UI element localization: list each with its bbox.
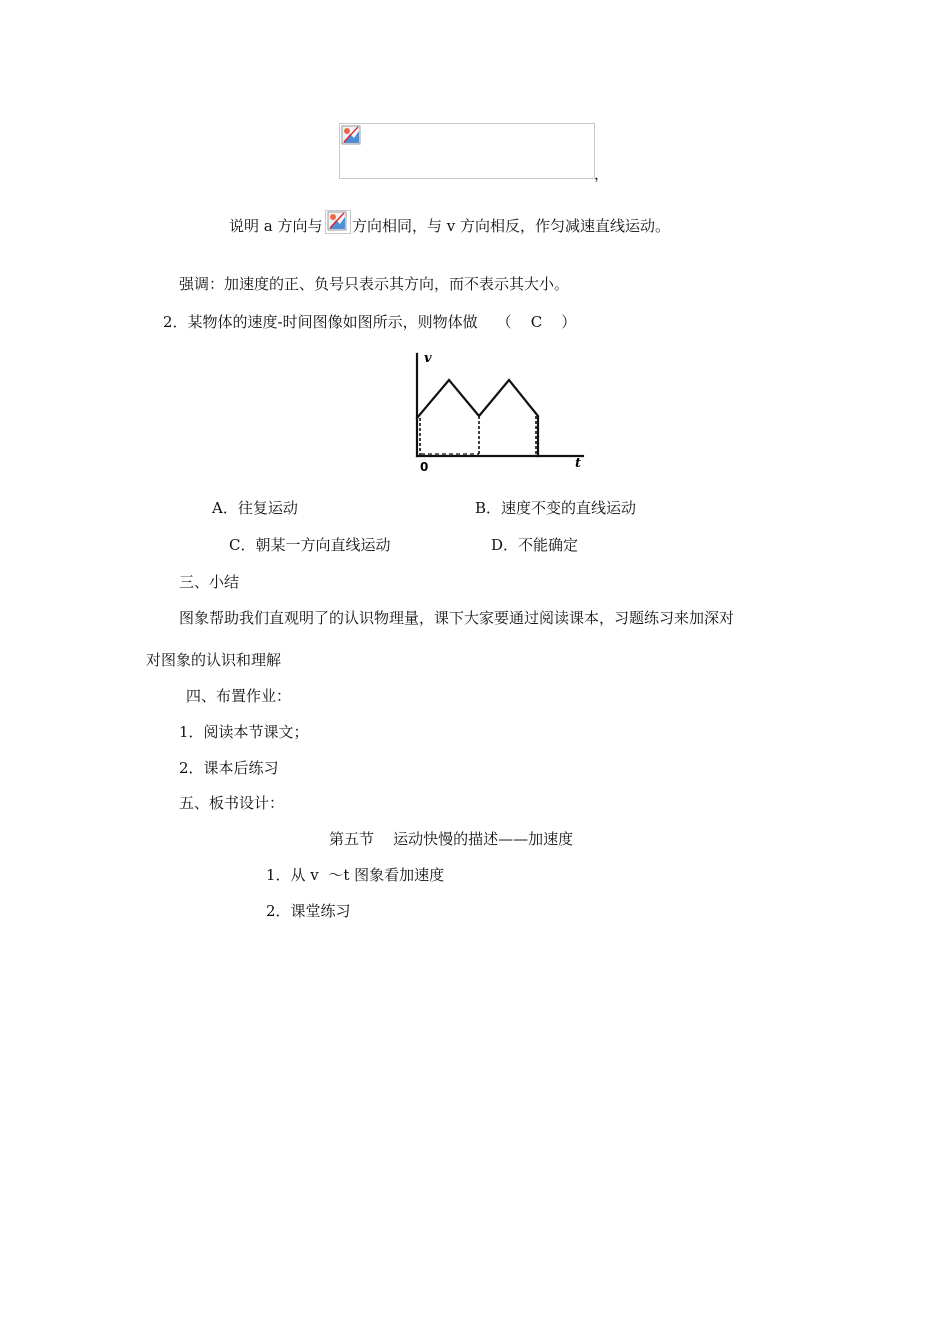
explain-text-part1: 说明 a 方向与 bbox=[229, 217, 323, 235]
option-c: C．朝某一方向直线运动 bbox=[229, 536, 391, 554]
broken-image-icon bbox=[341, 125, 361, 145]
option-b: B．速度不变的直线运动 bbox=[475, 499, 637, 517]
summary-heading: 三、小结 bbox=[179, 573, 240, 591]
y-axis-label: v bbox=[424, 351, 432, 366]
homework-heading: 四、布置作业： bbox=[186, 687, 292, 705]
board-title: 第五节 运动快慢的描述——加速度 bbox=[329, 830, 574, 848]
origin-label: 0 bbox=[420, 460, 429, 474]
board-item-1: 1．从 v ～t 图象看加速度 bbox=[266, 866, 445, 884]
emphasis-text: 强调：加速度的正、负号只表示其方向，而不表示其大小。 bbox=[179, 275, 570, 293]
question-2: 2．某物体的速度-时间图像如图所示，则物体做 （ C ） bbox=[163, 313, 577, 331]
velocity-curve bbox=[417, 380, 538, 456]
velocity-time-graph bbox=[405, 348, 595, 474]
formula-image-placeholder bbox=[339, 123, 595, 179]
board-heading: 五、板书设计： bbox=[179, 794, 285, 812]
option-d: D．不能确定 bbox=[491, 536, 579, 554]
broken-image-icon bbox=[327, 211, 347, 231]
explain-text-part2: 方向相同，与 v 方向相反，作匀减速直线运动。 bbox=[352, 217, 671, 235]
homework-item-1: 1．阅读本节课文； bbox=[179, 723, 309, 741]
board-item-2: 2．课堂练习 bbox=[266, 902, 351, 920]
option-a: A．往复运动 bbox=[212, 499, 298, 517]
x-axis-label: t bbox=[575, 456, 582, 471]
summary-line-2: 对图象的认识和理解 bbox=[146, 651, 282, 669]
summary-line-1: 图象帮助我们直观明了的认识物理量，课下大家要通过阅读课本，习题练习来加深对 bbox=[179, 609, 735, 627]
placeholder-comma: ， bbox=[594, 165, 610, 183]
inline-image-placeholder bbox=[325, 210, 351, 234]
homework-item-2: 2．课本后练习 bbox=[179, 759, 279, 777]
